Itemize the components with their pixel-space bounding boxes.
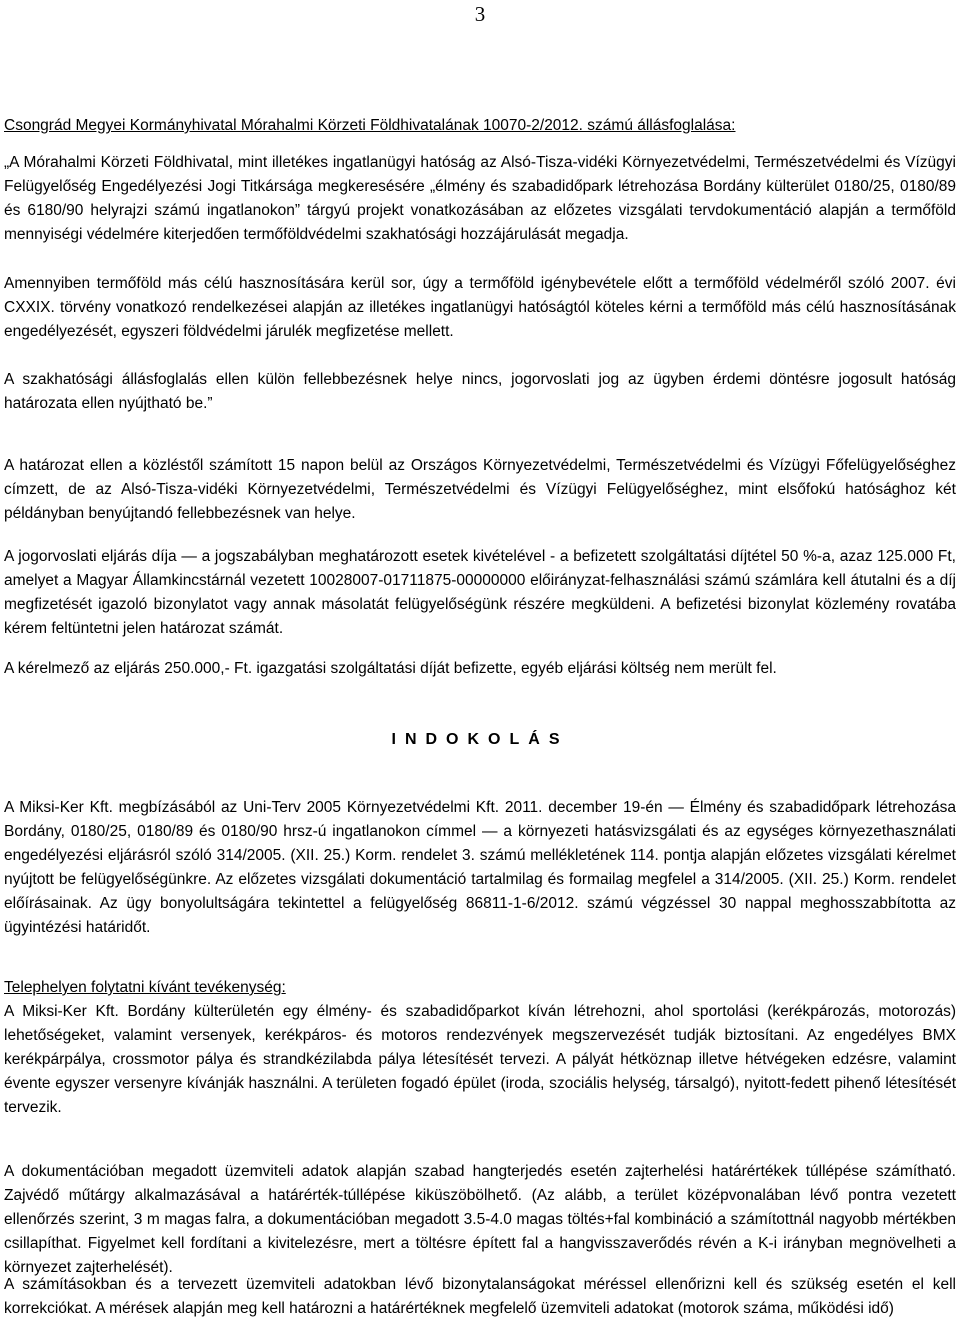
paragraph-telephely: A Miksi-Ker Kft. Bordány külterületén egy élmény- és szabadidőparkot kíván létrehozni, ahol sportolási (kerékpározás, motorozás) lehetőségeket, valamint versenyek, kerékpáros- és motoros rendezvények megszervezését tudják biztosítani. Az engedélyes BMX kerékpárpálya, crossmotor pálya és strandkézilabda pálya létesítését tervezi. A pályát hétköznap illetve hétvégeken edzésre, valamint évente egyszer versenyre kívánják használni. A területen fogadó épület (iroda, szociális helység, társalgó), nyitott-fedett pihenő létesítését tervezik. — [4, 1003, 956, 1116]
section-title-indokolas: INDOKOLÁS — [391, 731, 569, 748]
paragraph-indokolas: A Miksi-Ker Kft. megbízásából az Uni-Terv 2005 Környezetvédelmi Kft. 2011. december 19-én — Élmény és szabadidőpark létrehozása Bordány, 0180/25, 0180/89 és 0180/90 hrsz-ú ingatlanokon címmel — a környezeti hatásvizsgálati és az egységes környezethasználati engedélyezési eljárásról szóló 314/2005. (XII. 25.) Korm. rendelet 3. számú mellékletének 114. pontja alapján előzetes vizsgálati kérelmet nyújtott be felügyelőségünkre. Az előzetes vizsgálati dokumentáció tartalmilag és formailag megfelel a 314/2005. (XII. 25.) Korm. rendelet előírásainak. Az ügy bonyolultságára tekintettel a felügyelőség 86811-1-6/2012. számú végzéssel 30 nappal meghosszabbította az ügyintézési határidőt. — [4, 799, 956, 936]
paragraph-allasfoglalas: „A Mórahalmi Körzeti Földhivatal, mint illetékes ingatlanügyi hatóság az Alsó-Tisza-vidéki Környezetvédelmi, Természetvédelmi és Vízügyi Felügyelőség Engedélyezési Jogi Titkársága megkeresésére „élmény és szabadidőpark létrehozása Bordány külterület 0180/25, 0180/89 és 6180/90 helyrajzi számú ingatlanokon” tárgyú projekt vonatkozásában az előzetes vizsgálati tervdokumentáció alapján a termőföld mennyiségi védelmére kiterjedően termőföldvédelmi szakhatósági hozzájárulását megadja. — [4, 154, 956, 243]
page-number: 3 — [474, 2, 486, 26]
document-heading: Csongrád Megyei Kormányhivatal Mórahalmi Körzeti Földhivatalának 10070-2/2012. számú állásfoglalása: — [4, 117, 736, 134]
paragraph-termofold: Amennyiben termőföld más célú hasznosítására kerül sor, úgy a termőföld igénybevétele előtt a termőföld védelméről szóló 2007. évi CXXIX. törvény vonatkozó rendelkezései alapján az illetékes ingatlanügyi hatóságtól köteles kérni a termőföld más célú hasznosításának engedélyezését, egyszeri földvédelmi járulék megfizetése mellett. — [4, 275, 956, 340]
paragraph-fellebbezes: A határozat ellen a közléstől számított 15 napon belül az Országos Környezetvédelmi, Természetvédelmi és Vízügyi Főfelügyelőséghez címzett, de az Alsó-Tisza-vidéki Környezetvédelmi, Természetvédelmi és Vízügyi Felügyelőséghez, mint elsőfokú hatósághoz két példányban benyújtandó fellebbezésnek van helye. — [4, 457, 956, 522]
paragraph-igazgatasi-dij: A kérelmező az eljárás 250.000,- Ft. igazgatási szolgáltatási díját befizette, egyéb eljárási költség nem merült fel. — [4, 660, 777, 677]
paragraph-zajterheles: A dokumentációban megadott üzemviteli adatok alapján szabad hangterjedés esetén zajterhelési határértékek túllépése számítható. Zajvédő műtárgy alkalmazásával a határérték-túllépése kiküszöbölhető. (Az alább, a terület középvonalában lévő pontra vezetett ellenőrzés szerint, 3 m magas falra, a dokumentációban megadott 3.5-4.0 magas töltés+fal kombináció a számítottnál nagyobb mértékben csillapíthat. Figyelmet kell fordítani a kivitelezésre, mert a töltésre épített fal a hangvisszaverődés révén a K-i irányban megnövelheti a környezet zajterhelését). — [4, 1163, 956, 1276]
paragraph-jogorvoslat-szakhatosag: A szakhatósági állásfoglalás ellen külön fellebbezésnek helye nincs, jogorvoslati jog az ügyben érdemi döntésre jogosult hatóság határozata ellen nyújtható be.” — [4, 371, 956, 412]
paragraph-eljarasi-dij: A jogorvoslati eljárás díja — a jogszabályban meghatározott esetek kivételével - a befizetett szolgáltatási díjtétel 50 %-a, azaz 125.000 Ft, amelyet a Magyar Államkincstárnál vezetett 10028007-01711875-00000000 előirányzat-felhasználási számú számlára kell átutalni és a díj megfizetését igazoló bizonylatot vagy annak másolatát felügyelőségünk részére megküldeni. A befizetési bizonylat közlemény rovatába kérem feltüntetni jelen határozat számát. — [4, 548, 956, 637]
paragraph-meresek: A számításokban és a tervezett üzemviteli adatokban lévő bizonytalanságokat méréssel ellenőrizni kell és szükség esetén el kell korrekciókat. A mérések alapján meg kell határozni a határértéknek megfelelő üzemviteli adatokat (motorok száma, működési idő) — [4, 1276, 956, 1317]
subheading-telephely: Telephelyen folytatni kívánt tevékenység: — [4, 979, 286, 996]
